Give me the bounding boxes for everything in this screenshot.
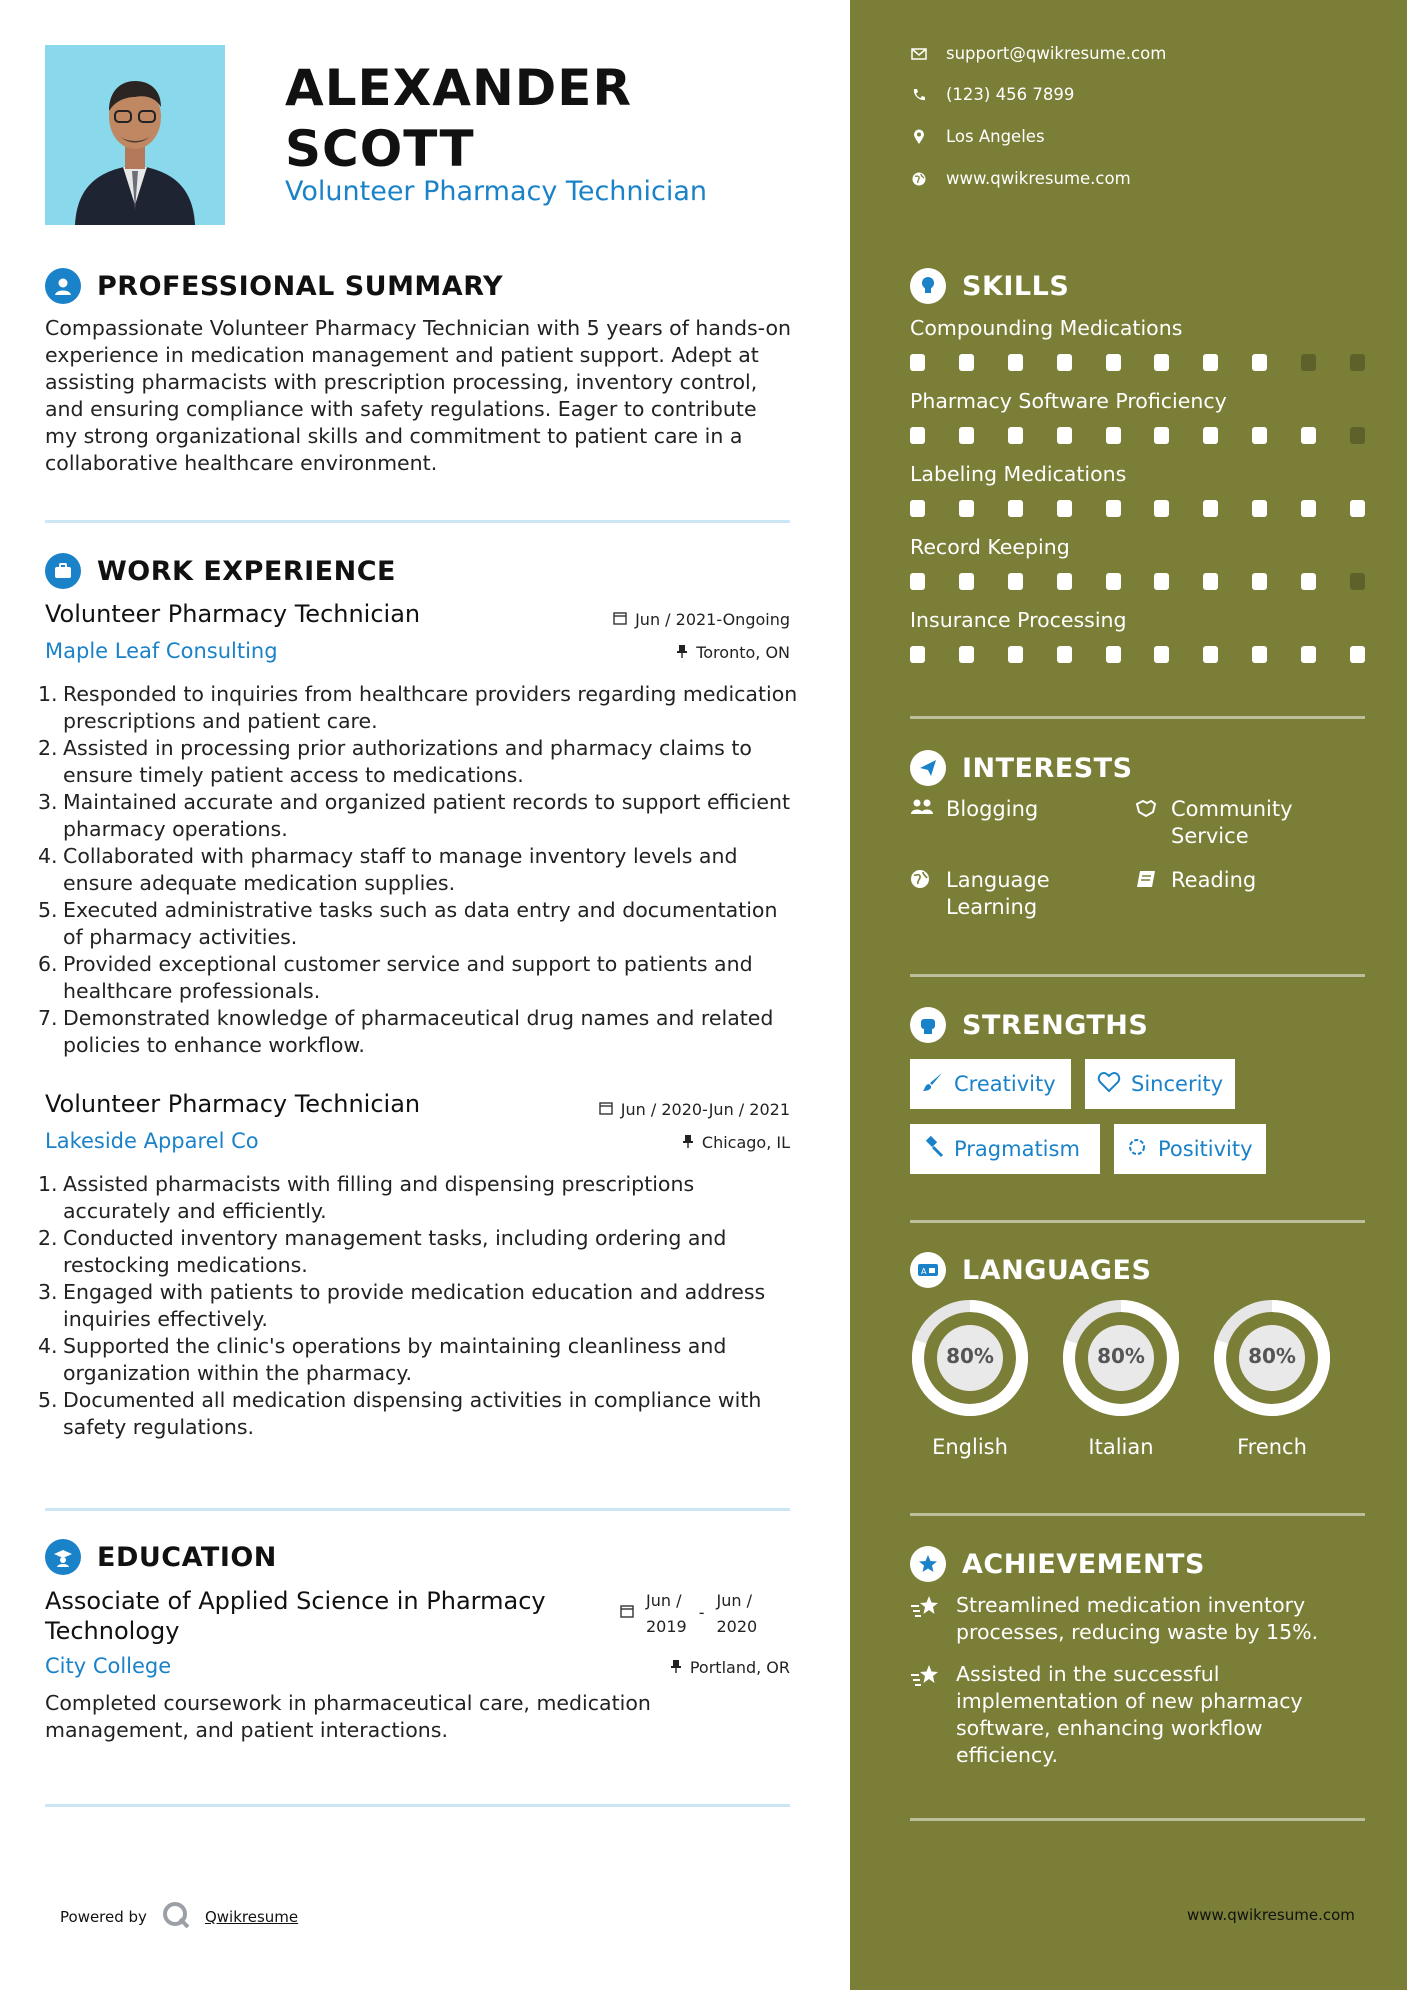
interest-label: Language Learning bbox=[946, 868, 1050, 919]
shooting-star-icon bbox=[910, 1661, 944, 1769]
summary-text: Compassionate Volunteer Pharmacy Technician with 5 years of hands-on experience in medication management and patient support. Adept at assisting pharmacists with prescription processing, inventory control, and ensuring compliance with safety regulations. Eager to contribute my strong organizational skills and commitment to patient care in a collaborative healthcare environment. bbox=[45, 316, 791, 475]
rating-dot-filled bbox=[1057, 573, 1072, 590]
skill-rating bbox=[910, 427, 1365, 444]
interest-item bbox=[1135, 796, 1335, 850]
rating-dot-filled bbox=[1106, 354, 1121, 371]
pin-icon bbox=[682, 1133, 694, 1152]
education-description: Completed coursework in pharmaceutical care, medication management, and patient interactions. bbox=[45, 1691, 651, 1742]
star-badge-icon bbox=[910, 1546, 946, 1582]
strengths-heading bbox=[910, 1007, 1148, 1043]
strength-label: Positivity bbox=[1158, 1137, 1253, 1161]
section-divider bbox=[45, 1804, 790, 1807]
interest-label: Community Service bbox=[1171, 797, 1293, 848]
education-location-text: Portland, OR bbox=[689, 1658, 790, 1677]
job-date bbox=[613, 610, 790, 629]
languages-heading bbox=[910, 1252, 1151, 1288]
list-item: 2. Conducted inventory management tasks, including ordering and restocking medications. bbox=[38, 1226, 727, 1277]
achievement-text: Assisted in the successful implementation of new pharmacy software, enhancing workflow efficiency. bbox=[956, 1662, 1303, 1767]
rating-dot-filled bbox=[1203, 500, 1218, 517]
rating-dot-filled bbox=[1350, 500, 1365, 517]
strengths-title: STRENGTHS bbox=[962, 1009, 1149, 1041]
achievement-item bbox=[910, 1592, 1360, 1646]
edu-start-month: Jun / bbox=[646, 1591, 682, 1610]
interest-label: Reading bbox=[1171, 868, 1257, 892]
rating-dot-filled bbox=[959, 573, 974, 590]
job-location-text: Chicago, IL bbox=[701, 1133, 790, 1152]
rating-dot-filled bbox=[1008, 354, 1023, 371]
interest-label: Blogging bbox=[946, 797, 1039, 821]
map-marker-icon bbox=[910, 129, 928, 145]
list-item: 4. Supported the clinic's operations by maintaining cleanliness and organization within the pharmacy. bbox=[38, 1334, 727, 1385]
edu-start-year: 2019 bbox=[646, 1617, 687, 1636]
rating-dot-filled bbox=[959, 354, 974, 371]
contact-phone bbox=[910, 85, 1074, 104]
school-name: City College bbox=[45, 1654, 172, 1678]
skill-name: Labeling Medications bbox=[910, 462, 1127, 486]
list-item: 2. Assisted in processing prior authorizations and pharmacy claims to ensure timely patient access to medications. bbox=[38, 736, 752, 787]
language-percent: 80% bbox=[1097, 1344, 1145, 1368]
edu-end-month: Jun / bbox=[716, 1591, 752, 1610]
rating-dot-filled bbox=[1301, 573, 1316, 590]
interest-item bbox=[910, 796, 1110, 825]
interest-item bbox=[1135, 867, 1335, 896]
rating-dot-filled bbox=[1154, 354, 1169, 371]
fist-icon bbox=[910, 1007, 946, 1043]
rating-dot-filled bbox=[1154, 646, 1169, 663]
rating-dot-filled bbox=[1106, 427, 1121, 444]
rating-dot-filled bbox=[1008, 573, 1023, 590]
education-dates: Jun / 2019 - Jun / 2020 bbox=[620, 1588, 757, 1640]
language-gauge bbox=[910, 1298, 1030, 1422]
profile-photo bbox=[45, 45, 225, 225]
website-text[interactable]: www.qwikresume.com bbox=[946, 169, 1131, 188]
rating-dot-filled bbox=[1252, 573, 1267, 590]
interest-item bbox=[910, 867, 1110, 921]
job-title: Volunteer Pharmacy Technician bbox=[45, 1090, 421, 1118]
email-text[interactable]: support@qwikresume.com bbox=[946, 44, 1167, 63]
list-item: 5. Documented all medication dispensing activities in compliance with safety regulations. bbox=[38, 1388, 762, 1439]
contact-email bbox=[910, 44, 1166, 63]
rating-dot-filled bbox=[1057, 427, 1072, 444]
rating-dot-filled bbox=[1154, 573, 1169, 590]
job-responsibilities bbox=[38, 1171, 798, 1441]
rating-dot-filled bbox=[959, 500, 974, 517]
paintbrush-icon bbox=[922, 1071, 944, 1098]
achievement-text: Streamlined medication inventory processes, reducing waste by 15%. bbox=[956, 1593, 1319, 1644]
globe-icon bbox=[910, 867, 936, 921]
rating-dot-filled bbox=[1154, 500, 1169, 517]
achievements-title: ACHIEVEMENTS bbox=[962, 1548, 1205, 1580]
book-icon bbox=[1135, 867, 1161, 896]
pin-icon bbox=[676, 643, 688, 662]
rating-dot-filled bbox=[1106, 646, 1121, 663]
job-location bbox=[682, 1133, 790, 1152]
strength-label: Pragmatism bbox=[954, 1137, 1080, 1161]
interests-title: INTERESTS bbox=[962, 752, 1133, 784]
job-company: Maple Leaf Consulting bbox=[45, 639, 278, 663]
sun-icon bbox=[1126, 1136, 1148, 1163]
rating-dot-filled bbox=[1106, 500, 1121, 517]
language-percent: 80% bbox=[1248, 1344, 1296, 1368]
rating-dot-empty bbox=[1350, 573, 1365, 590]
rating-dot-filled bbox=[959, 427, 974, 444]
rating-dot-filled bbox=[1301, 427, 1316, 444]
language-percent: 80% bbox=[946, 1344, 994, 1368]
section-divider bbox=[910, 1513, 1365, 1516]
skill-name: Pharmacy Software Proficiency bbox=[910, 389, 1227, 413]
svg-text:A: A bbox=[921, 1267, 927, 1276]
user-icon bbox=[45, 268, 81, 304]
skill-rating bbox=[910, 646, 1365, 663]
rating-dot-empty bbox=[1301, 354, 1316, 371]
achievement-item bbox=[910, 1661, 1360, 1769]
rating-dot-filled bbox=[910, 573, 925, 590]
rating-dot-filled bbox=[1057, 646, 1072, 663]
skill-rating bbox=[910, 573, 1365, 590]
rating-dot-filled bbox=[1301, 500, 1316, 517]
lightbulb-icon bbox=[910, 268, 946, 304]
footer-powered bbox=[60, 1900, 298, 1934]
rating-dot-filled bbox=[1252, 427, 1267, 444]
rating-dot-filled bbox=[1057, 354, 1072, 371]
rating-dot-filled bbox=[1008, 646, 1023, 663]
section-divider bbox=[910, 1220, 1365, 1223]
section-divider bbox=[910, 1818, 1365, 1821]
rating-dot-filled bbox=[1252, 354, 1267, 371]
users-icon bbox=[910, 796, 936, 825]
footer-site[interactable]: www.qwikresume.com bbox=[1187, 1906, 1355, 1924]
phone-icon bbox=[910, 88, 928, 102]
language-gauge bbox=[1061, 1298, 1181, 1422]
strength-label: Creativity bbox=[954, 1072, 1056, 1096]
education-location bbox=[670, 1658, 790, 1677]
rating-dot-filled bbox=[1057, 500, 1072, 517]
list-item: 5. Executed administrative tasks such as data entry and documentation of pharmacy activities. bbox=[38, 898, 778, 949]
candidate-title: Volunteer Pharmacy Technician bbox=[285, 176, 708, 207]
rating-dot-filled bbox=[910, 646, 925, 663]
summary-heading bbox=[45, 268, 503, 304]
list-item: 1. Assisted pharmacists with filling and dispensing prescriptions accurately and efficiently. bbox=[38, 1172, 695, 1223]
paper-plane-icon bbox=[910, 750, 946, 786]
contact-location bbox=[910, 127, 1045, 146]
education-title: EDUCATION bbox=[97, 1541, 277, 1573]
rating-dot-empty bbox=[1350, 354, 1365, 371]
list-item: 6. Provided exceptional customer service and support to patients and healthcare professionals. bbox=[38, 952, 753, 1003]
skill-name: Insurance Processing bbox=[910, 608, 1127, 632]
briefcase-icon bbox=[45, 553, 81, 589]
section-divider bbox=[45, 1508, 790, 1511]
rating-dot-filled bbox=[1350, 646, 1365, 663]
gavel-icon bbox=[922, 1136, 944, 1163]
strength-chip bbox=[910, 1124, 1100, 1174]
job-location bbox=[676, 643, 790, 662]
heart-icon bbox=[1097, 1071, 1121, 1098]
list-item: 3. Maintained accurate and organized patient records to support efficient pharmacy operations. bbox=[38, 790, 790, 841]
qwikresume-link[interactable]: Qwikresume bbox=[204, 1908, 299, 1926]
rating-dot-filled bbox=[910, 354, 925, 371]
language-name: Italian bbox=[1088, 1435, 1154, 1459]
rating-dot-filled bbox=[1008, 427, 1023, 444]
section-divider bbox=[45, 520, 790, 523]
handshake-icon bbox=[1135, 796, 1161, 850]
candidate-name: ALEXANDER SCOTT bbox=[285, 59, 632, 178]
list-item: 4. Collaborated with pharmacy staff to manage inventory levels and ensure adequate medication supplies. bbox=[38, 844, 738, 895]
rating-dot-filled bbox=[1252, 646, 1267, 663]
job-date-text: Jun / 2021-Ongoing bbox=[635, 610, 790, 629]
job-company: Lakeside Apparel Co bbox=[45, 1129, 259, 1153]
qwikresume-logo-icon bbox=[161, 1900, 191, 1934]
strength-chip bbox=[910, 1059, 1071, 1109]
achievements-heading bbox=[910, 1546, 1205, 1582]
powered-by-label: Powered by bbox=[60, 1908, 147, 1926]
interests-heading bbox=[910, 750, 1133, 786]
language-name: French bbox=[1237, 1435, 1307, 1459]
skill-name: Record Keeping bbox=[910, 535, 1070, 559]
strength-label: Sincerity bbox=[1131, 1072, 1224, 1096]
section-divider bbox=[910, 716, 1365, 719]
rating-dot-filled bbox=[1252, 500, 1267, 517]
globe-icon bbox=[910, 172, 928, 186]
language-gauge bbox=[1212, 1298, 1332, 1422]
education-heading bbox=[45, 1539, 277, 1575]
work-title: WORK EXPERIENCE bbox=[97, 555, 396, 587]
rating-dot-filled bbox=[1301, 646, 1316, 663]
job-date bbox=[599, 1100, 790, 1119]
envelope-icon bbox=[910, 48, 928, 60]
skill-rating bbox=[910, 500, 1365, 517]
summary-title: PROFESSIONAL SUMMARY bbox=[97, 270, 504, 302]
contact-website bbox=[910, 169, 1131, 188]
pin-icon bbox=[670, 1658, 682, 1677]
language-icon bbox=[910, 1252, 946, 1288]
rating-dot-filled bbox=[959, 646, 974, 663]
job-location-text: Toronto, ON bbox=[696, 643, 790, 662]
language-name: English bbox=[932, 1435, 1008, 1459]
rating-dot-filled bbox=[910, 500, 925, 517]
graduate-icon bbox=[45, 1539, 81, 1575]
skills-title: SKILLS bbox=[962, 270, 1070, 302]
skill-rating bbox=[910, 354, 1365, 371]
section-divider bbox=[910, 974, 1365, 977]
rating-dot-filled bbox=[1203, 646, 1218, 663]
rating-dot-filled bbox=[1203, 354, 1218, 371]
job-date-text: Jun / 2020-Jun / 2021 bbox=[620, 1100, 790, 1119]
rating-dot-filled bbox=[1203, 573, 1218, 590]
languages-title: LANGUAGES bbox=[962, 1254, 1152, 1286]
skills-heading bbox=[910, 268, 1069, 304]
location-text: Los Angeles bbox=[946, 127, 1045, 146]
job-title: Volunteer Pharmacy Technician bbox=[45, 600, 421, 628]
rating-dot-filled bbox=[1008, 500, 1023, 517]
calendar-icon bbox=[599, 1100, 613, 1119]
list-item: 3. Engaged with patients to provide medication education and address inquiries effectively. bbox=[38, 1280, 766, 1331]
degree-title: Associate of Applied Science in Pharmacy Technology bbox=[45, 1587, 546, 1645]
calendar-icon bbox=[613, 610, 627, 629]
rating-dot-filled bbox=[1106, 573, 1121, 590]
skill-name: Compounding Medications bbox=[910, 316, 1183, 340]
list-item: 1. Responded to inquiries from healthcare providers regarding medication prescriptions and patient care. bbox=[38, 682, 798, 733]
rating-dot-empty bbox=[1350, 427, 1365, 444]
job-responsibilities bbox=[38, 681, 798, 1059]
work-heading bbox=[45, 553, 396, 589]
shooting-star-icon bbox=[910, 1592, 944, 1646]
calendar-icon bbox=[620, 1588, 634, 1640]
strength-chip bbox=[1085, 1059, 1235, 1109]
list-item: 7. Demonstrated knowledge of pharmaceutical drug names and related policies to enhance workflow. bbox=[38, 1006, 774, 1057]
edu-end-year: 2020 bbox=[716, 1617, 758, 1636]
phone-text: (123) 456 7899 bbox=[946, 85, 1075, 104]
rating-dot-filled bbox=[910, 427, 925, 444]
rating-dot-filled bbox=[1203, 427, 1218, 444]
rating-dot-filled bbox=[1154, 427, 1169, 444]
strength-chip bbox=[1114, 1124, 1266, 1174]
